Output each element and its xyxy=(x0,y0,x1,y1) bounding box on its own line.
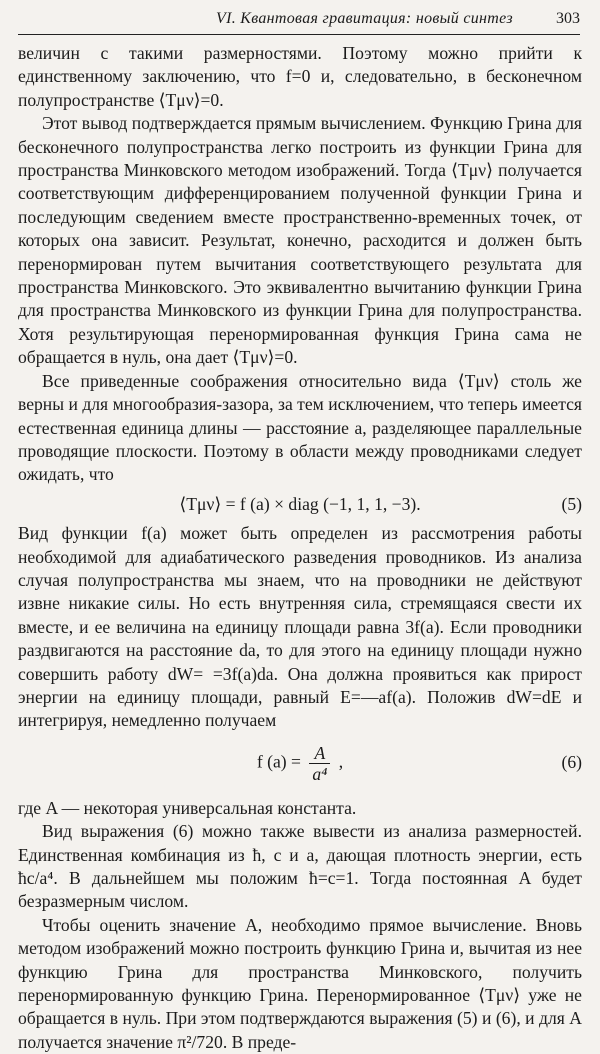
equation-5-number: (5) xyxy=(561,493,582,514)
paragraph-3: Все приведенные соображения относительно вида ⟨Tμν⟩ столь же верны и для многообразия-зазора, за тем исключением, что теперь имеется естественная единица длины — расстояние a, разделяющее параллельные проводящие плоскости. Поэтому в области между проводниками следует ожидать, что xyxy=(18,370,582,485)
paragraph-6: Вид выражения (6) можно также вывести из анализа размерностей. Единственная комбинация из ħ, c и a, дающая плотность энергии, есть ħc/a⁴. В дальнейшем мы положим ħ=c=1. Тогда постоянная A будет безразмерным числом. xyxy=(18,821,582,912)
chapter-title: VI. Квантовая гравитация: новый синтез xyxy=(216,10,513,27)
equation-6-denominator: a⁴ xyxy=(312,763,328,784)
equation-6-lhs: f (a) = xyxy=(256,751,301,772)
paragraph-7: Чтобы оценить значение A, необходимо прямое вычисление. Вновь методом изображений можно построить функцию Грина и, вычитая из нее функцию Грина для пространства Минковского, получить перенормированную функцию Грина. Перенормированное ⟨Tμν⟩ уже не обращается в нуль. При этом подтверждаются выражения (5) и (6), и для A получается значение π²/720. В преде- xyxy=(18,914,582,1052)
paragraph-1: величин с такими размерностями. Поэтому можно прийти к единственному заключению, что f=0 и, следовательно, в бесконечном полупространстве ⟨Tμν⟩=0. xyxy=(18,43,582,110)
page-body xyxy=(18,42,582,1054)
equation-6 xyxy=(18,733,582,793)
equation-6-number: (6) xyxy=(561,751,582,772)
page-number: 303 xyxy=(556,10,580,27)
equation-5-expression: ⟨Tμν⟩ = f (a) × diag (−1, 1, 1, −3). xyxy=(179,493,421,514)
paragraph-4: Вид функции f(a) может быть определен из рассмотрения работы необходимой для адиабатического разведения проводников. Из анализа случая полупространства мы знаем, что на проводники не действуют извне никакие силы. Но есть внутренняя сила, стремящаяся свести их вместе, и ее величина на единицу площади равна 3f(a). Если проводники раздвигаются на расстояние da, то для этого на единицу площади нужно совершить работу dW= =3f(a)da. Она должна проявиться как прирост энергии на единицу площади, равный E=—af(a). Положив dW=dE и интегрируя, немедленно получаем xyxy=(18,523,582,731)
equation-6-tail: , xyxy=(338,751,344,772)
equation-6-fraction xyxy=(309,743,330,784)
running-header xyxy=(18,4,580,35)
equation-5 xyxy=(18,493,582,516)
paragraph-2: Этот вывод подтверждается прямым вычислением. Функцию Грина для бесконечного полупространства легко построить из функции Грина для пространства Минковского методом изображений. Тогда ⟨Tμν⟩ получается соответствующим дифференцированием полученной функции Грина и последующим сведением вместе пространственно-временных точек, от которых она зависит. Результат, конечно, расходится и должен быть перенормирован путем вычитания соответствующего результата для пространства Минковского. Это эквивалентно вычитанию функции Грина для пространства Минковского из функции Грина для полупространства. Хотя результирующая перенормированная функция Грина сама не обращается в нуль, она дает ⟨Tμν⟩=0. xyxy=(18,113,582,368)
equation-6-numerator: A xyxy=(309,743,330,764)
paragraph-5: где A — некоторая универсальная константа. xyxy=(18,797,357,818)
